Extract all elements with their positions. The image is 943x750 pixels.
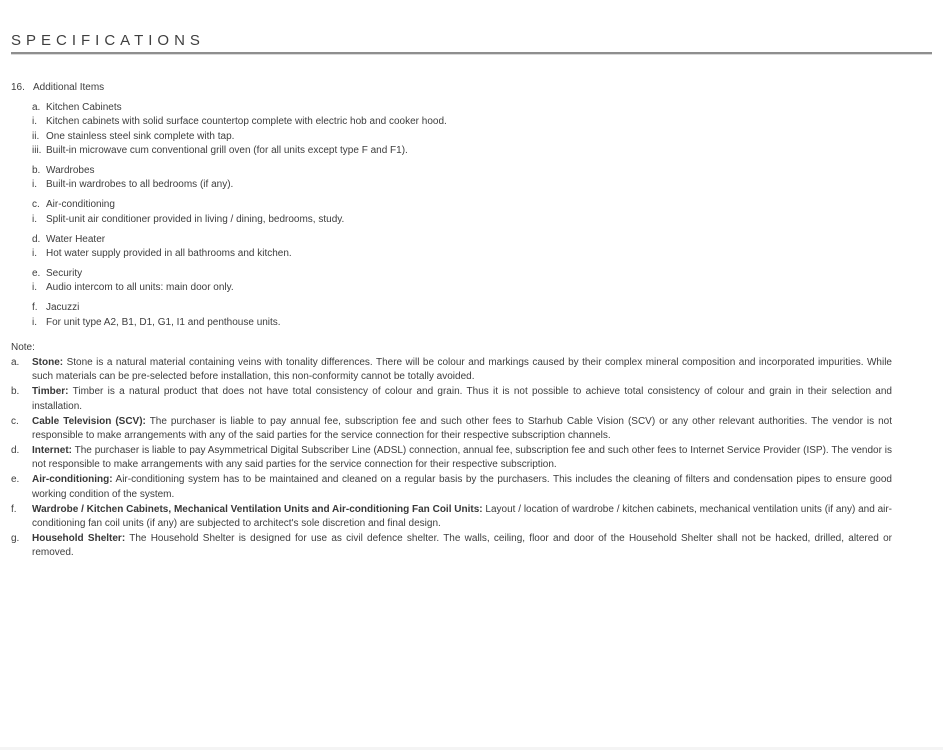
- note-body: [32, 473, 892, 502]
- note-text: Timber is a natural product that does not have total consistency of colour and grain. Thus it is not possible to achieve total consistency of colour and grain in their selection and installation.: [32, 386, 892, 412]
- note-marker: d.: [11, 444, 20, 456]
- group-label-row: [32, 198, 932, 212]
- note-marker: c.: [11, 415, 19, 427]
- title-divider-rule: [11, 52, 932, 54]
- list-item: [32, 316, 932, 330]
- item-marker: i.: [32, 282, 37, 294]
- group-label: Wardrobes: [46, 165, 95, 177]
- note-marker: e.: [11, 474, 20, 486]
- item-text: Split-unit air conditioner provided in living / dining, bedrooms, study.: [46, 213, 345, 225]
- notes-label: Note:: [11, 342, 35, 354]
- list-item: [32, 281, 932, 295]
- note-lead: Air-conditioning:: [32, 474, 113, 486]
- item-text: Kitchen cabinets with solid surface countertop complete with electric hob and cooker hood.: [46, 116, 447, 128]
- group-label: Jacuzzi: [46, 302, 80, 314]
- item-marker: i.: [32, 316, 37, 328]
- group-marker: b.: [32, 165, 41, 177]
- list-item: [32, 130, 932, 144]
- specifications-page: [0, 33, 943, 561]
- note-body: [32, 356, 892, 385]
- group-label: Security: [46, 267, 83, 279]
- note-body: [32, 444, 892, 473]
- group-marker: f.: [32, 302, 38, 314]
- additional-items-section: [11, 81, 932, 330]
- group-marker: a.: [32, 101, 41, 113]
- note-body: [32, 385, 892, 414]
- note-lead: Internet:: [32, 444, 72, 456]
- note-lead: Household Shelter:: [32, 532, 126, 544]
- group-kitchen-cabinets: [11, 101, 932, 159]
- group-label-row: [32, 267, 932, 281]
- list-item: [32, 178, 932, 192]
- group-wardrobes: [11, 164, 932, 193]
- list-item: [32, 115, 932, 129]
- group-water-heater: [11, 233, 932, 262]
- group-jacuzzi: [11, 301, 932, 330]
- note-marker: b.: [11, 386, 20, 398]
- item-text: One stainless steel sink complete with tap.: [46, 130, 235, 142]
- note-cable-television: [11, 415, 932, 444]
- note-marker: a.: [11, 357, 20, 368]
- note-lead: Timber:: [32, 386, 69, 398]
- item-text: Audio intercom to all units: main door only.: [46, 282, 234, 294]
- item-marker: iii.: [32, 145, 42, 157]
- page-title: SPECIFICATIONS: [11, 32, 205, 49]
- note-text: The purchaser is liable to pay Asymmetrical Digital Subscriber Line (ADSL) connection, annual fee, subscription fee and such other fees to Internet Service Provider (ISP). The vendor is not responsible to make arrangements with any said parties for the service connection for their respective subscription.: [32, 444, 892, 471]
- note-timber: [11, 385, 932, 414]
- item-text: Built-in microwave cum conventional grill oven (for all units except type F and F1).: [46, 145, 408, 157]
- group-label: Air-conditioning: [46, 199, 115, 211]
- group-marker: c.: [32, 199, 40, 211]
- group-air-conditioning: [11, 198, 932, 227]
- note-body: [32, 532, 892, 561]
- note-lead: Stone:: [32, 357, 64, 368]
- list-item: [32, 144, 932, 158]
- note-marker: g.: [11, 532, 20, 544]
- item-marker: i.: [32, 179, 37, 191]
- item-text: For unit type A2, B1, D1, G1, I1 and penthouse units.: [46, 316, 281, 328]
- notes-section: [11, 341, 932, 561]
- list-item: [32, 247, 932, 261]
- group-label-row: [32, 164, 932, 178]
- section-heading: Additional Items: [33, 82, 105, 93]
- section-number: 16.: [11, 82, 25, 93]
- note-text: The purchaser is liable to pay annual fee, subscription fee and such other fees to Starhub Cable Vision (SCV) or any other relevant authorities. The vendor is not responsible to make arrangements with any of the said parties for the service connection for their respective subscription channels.: [32, 415, 892, 442]
- note-text: The Household Shelter is designed for use as civil defence shelter. The walls, ceiling, floor and door of the Household Shelter shall not be hacked, drilled, altered or removed.: [32, 532, 892, 559]
- note-stone: [11, 356, 932, 385]
- item-marker: i.: [32, 213, 37, 225]
- item-text: Hot water supply provided in all bathrooms and kitchen.: [46, 248, 292, 260]
- note-text: Air-conditioning system has to be maintained and cleaned on a regular basis by the purchasers. This includes the cleaning of filters and condensation pipes to ensure good working condition of the system.: [32, 474, 892, 500]
- group-marker: d.: [32, 233, 41, 245]
- item-marker: i.: [32, 248, 37, 260]
- group-label: Kitchen Cabinets: [46, 101, 122, 113]
- note-lead: Cable Television (SCV):: [32, 415, 146, 427]
- note-text: Layout / location of wardrobe / kitchen cabinets, mechanical ventilation units (if any) and air-conditioning fan coil units (if any) are subjected to architect's sole discretion and final design.: [32, 503, 893, 529]
- note-marker: f.: [11, 503, 17, 515]
- note-text: Stone is a natural material containing veins with tonality differences. There will be colour and markings caused by their complex mineral composition and incorporated impurities. While such materials can be pre-selected before installation, this non-conformity cannot be totally avoided.: [32, 357, 892, 383]
- item-marker: i.: [32, 116, 37, 128]
- note-lead: Wardrobe / Kitchen Cabinets, Mechanical Ventilation Units and Air-conditioning Fan Coil Units:: [32, 503, 483, 515]
- group-label-row: [32, 101, 932, 115]
- note-internet: [11, 444, 932, 473]
- note-body: [32, 503, 892, 532]
- section-heading-row: [11, 81, 932, 95]
- note-body: [32, 415, 892, 444]
- note-household-shelter: [11, 532, 932, 561]
- list-item: [32, 213, 932, 227]
- item-text: Built-in wardrobes to all bedrooms (if any).: [46, 179, 234, 191]
- group-label: Water Heater: [46, 233, 106, 245]
- item-marker: ii.: [32, 130, 40, 142]
- group-label-row: [32, 233, 932, 247]
- group-label-row: [32, 301, 932, 315]
- note-air-conditioning: [11, 473, 932, 502]
- group-security: [11, 267, 932, 296]
- note-wardrobe-units: [11, 503, 932, 532]
- group-marker: e.: [32, 267, 41, 279]
